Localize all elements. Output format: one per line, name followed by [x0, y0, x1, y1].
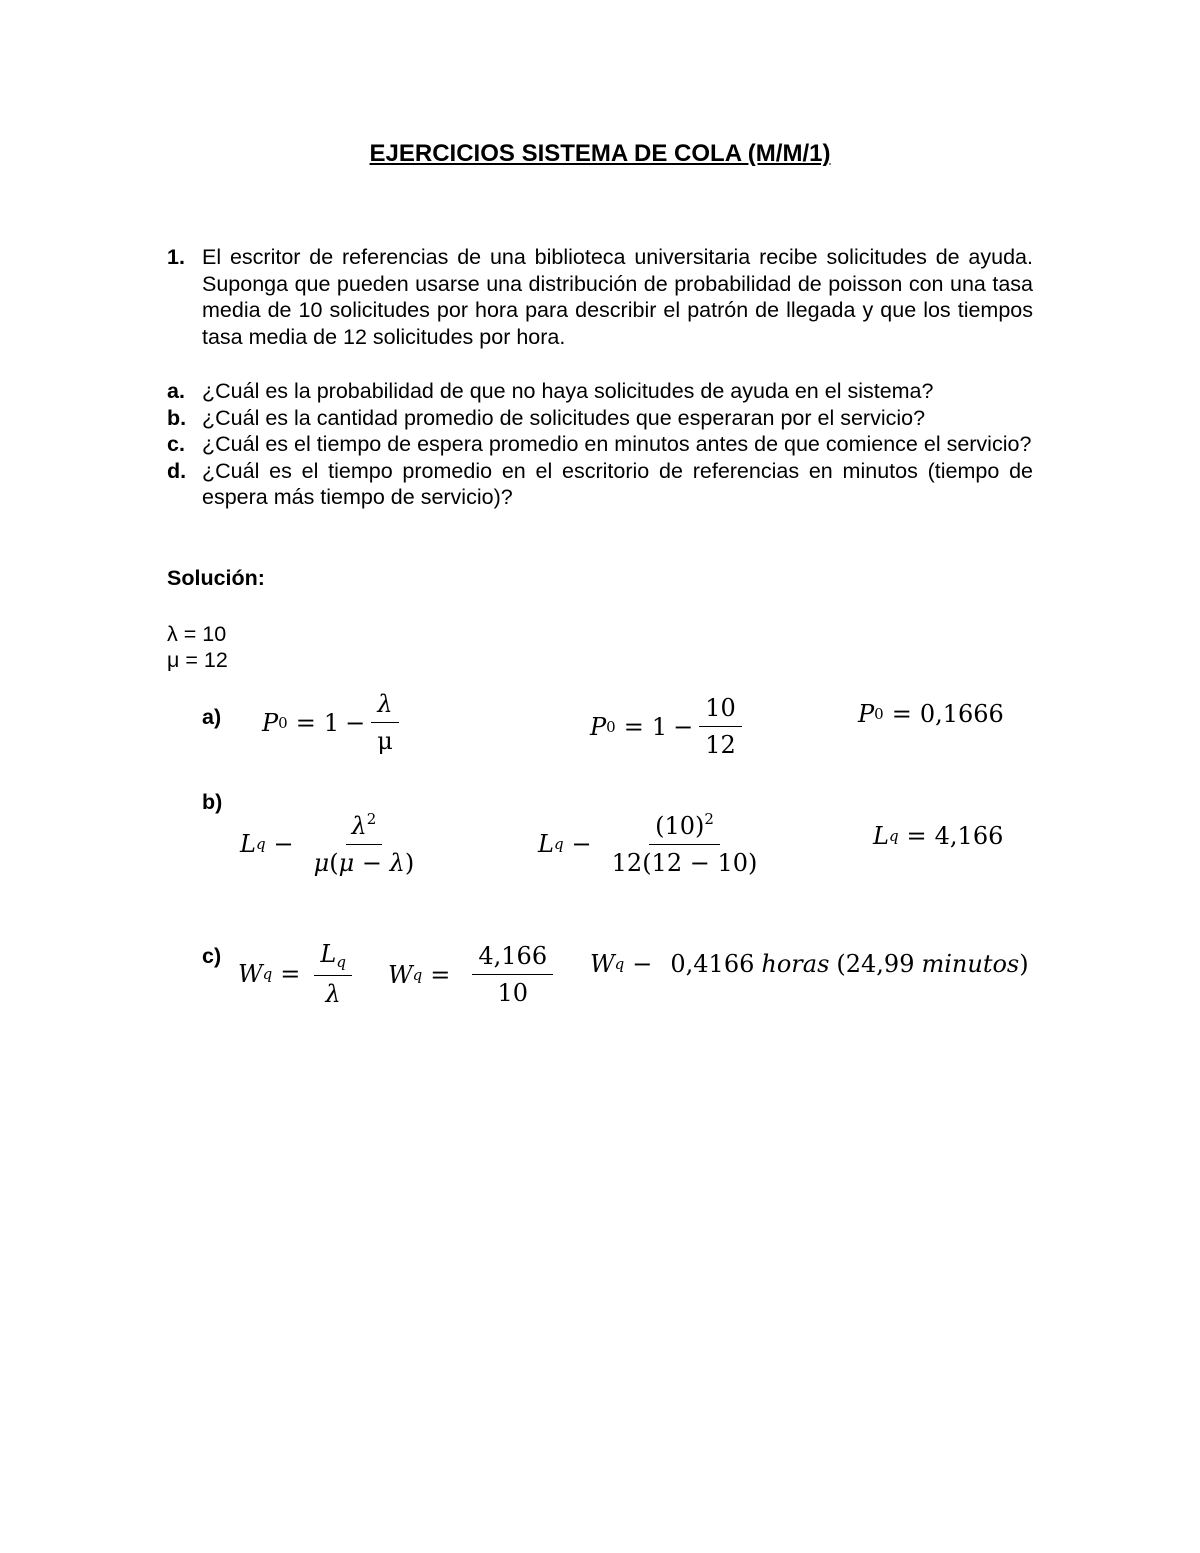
- numerator: 4,166: [472, 942, 553, 975]
- operator: −: [571, 829, 592, 858]
- numerator: [346, 810, 383, 845]
- numerator: 10: [699, 694, 742, 727]
- exponent: 2: [704, 810, 714, 828]
- symbol: μ: [338, 849, 355, 877]
- fraction: [472, 942, 553, 1007]
- symbol: W: [388, 960, 413, 989]
- question-item: [167, 378, 1033, 405]
- operator: =: [295, 708, 316, 737]
- question-letter: c.: [167, 432, 185, 456]
- question-list: [167, 378, 1033, 511]
- question-item: [167, 458, 1033, 511]
- symbol: L: [320, 940, 337, 968]
- denominator: λ: [325, 980, 341, 1008]
- subscript: q: [336, 953, 346, 971]
- question-letter: b.: [167, 405, 187, 430]
- mu-value: μ = 12: [167, 648, 228, 672]
- formula-a-result: [858, 700, 1004, 728]
- number: 1: [323, 708, 340, 737]
- numerator: [314, 940, 352, 976]
- symbol: μ: [313, 849, 330, 877]
- solution-heading: Solución:: [167, 566, 265, 590]
- part-b-label: b): [202, 790, 223, 814]
- question-text: ¿Cuál es la probabilidad de que no haya solicitudes de ayuda en el sistema?: [202, 379, 934, 403]
- operator: =: [623, 712, 644, 741]
- fraction: [606, 810, 764, 877]
- denominator: [308, 845, 421, 877]
- formula-b-general: [240, 810, 426, 877]
- question-text: ¿Cuál es la cantidad promedio de solicitudes que esperaran por el servicio?: [202, 405, 926, 430]
- fraction: [371, 690, 399, 755]
- formula-c-substituted: [388, 942, 559, 1007]
- question-text: ¿Cuál es el tiempo de espera promedio en minutos antes de que comience el servicio?: [202, 432, 1032, 456]
- problem-text: El escritor de referencias de una biblioteca universitaria recibe solicitudes de ayuda. Suponga que pueden usarse una distribución de probabilidad de poisson con una tasa media de 10 solicitudes por hora para describir el patrón de llegada y que los tiempos tasa media de 12 solicitudes por hora.: [202, 245, 1033, 349]
- paren: (: [329, 849, 339, 877]
- symbol: P: [262, 708, 279, 737]
- result-unit: horas: [761, 950, 830, 978]
- subscript: 0: [606, 717, 616, 736]
- numerator: λ: [371, 690, 398, 723]
- subscript: q: [412, 965, 423, 984]
- formula-b-result: [873, 822, 1003, 850]
- operator: =: [280, 960, 301, 988]
- formula-c-general: [238, 940, 358, 1008]
- subscript: q: [888, 827, 899, 845]
- operator: −: [673, 712, 694, 741]
- symbol: λ: [351, 812, 367, 840]
- operator: −: [354, 849, 390, 877]
- number: 1: [651, 712, 668, 741]
- operator: =: [891, 700, 912, 728]
- question-letter: d.: [167, 458, 187, 483]
- subscript: 0: [278, 713, 288, 732]
- symbol: P: [590, 712, 607, 741]
- fraction: [699, 694, 742, 759]
- page-title: EJERCICIOS SISTEMA DE COLA (M/M/1): [369, 140, 831, 167]
- operator: −: [632, 950, 653, 978]
- exponent: 2: [366, 810, 377, 828]
- question-text: ¿Cuál es el tiempo promedio en el escritorio de referencias en minutos (tiempo de espera más tiempo de servicio)?: [202, 458, 1033, 509]
- result-value: 0,4166: [670, 950, 755, 978]
- subscript: 0: [874, 705, 884, 723]
- lambda-value: λ = 10: [167, 622, 227, 646]
- subscript: q: [255, 834, 266, 853]
- symbol: W: [590, 950, 615, 978]
- symbol: λ: [389, 849, 405, 877]
- subscript: q: [614, 955, 625, 973]
- formula-a-substituted: [590, 694, 748, 759]
- symbol: P: [858, 700, 875, 728]
- symbol: L: [873, 822, 889, 850]
- denominator: 10: [497, 979, 529, 1007]
- subscript: q: [262, 965, 273, 983]
- paren: ): [404, 849, 415, 877]
- fraction: [314, 940, 352, 1008]
- operator: =: [906, 822, 927, 850]
- denominator: 12(12 − 10): [611, 849, 758, 877]
- problem-statement: [167, 244, 1033, 350]
- subscript: q: [553, 834, 564, 853]
- part-a-label: a): [202, 705, 222, 729]
- paren: (: [836, 950, 846, 978]
- problem-number: 1.: [167, 245, 185, 269]
- number: (10): [655, 812, 705, 840]
- operator: −: [273, 829, 294, 858]
- result-value: 4,166: [934, 822, 1004, 850]
- formula-c-result: [590, 950, 1029, 978]
- result-value-minutes: 24,99: [845, 950, 915, 978]
- result-value: 0,1666: [919, 700, 1004, 728]
- operator: =: [430, 960, 451, 989]
- denominator: μ: [377, 727, 393, 755]
- part-c-label: c): [202, 944, 222, 968]
- symbol: W: [238, 960, 263, 988]
- fraction: [308, 810, 421, 877]
- question-item: [167, 405, 1033, 432]
- symbol: L: [240, 829, 256, 858]
- denominator: 12: [705, 731, 736, 759]
- paren: ): [1019, 950, 1029, 978]
- question-item: [167, 431, 1033, 458]
- formula-b-substituted: [538, 810, 769, 877]
- result-unit-minutes: minutos: [921, 950, 1020, 978]
- question-letter: a.: [167, 379, 185, 403]
- symbol: L: [538, 829, 554, 858]
- formula-a-general: [262, 690, 405, 755]
- numerator: [649, 810, 720, 845]
- operator: −: [345, 708, 366, 737]
